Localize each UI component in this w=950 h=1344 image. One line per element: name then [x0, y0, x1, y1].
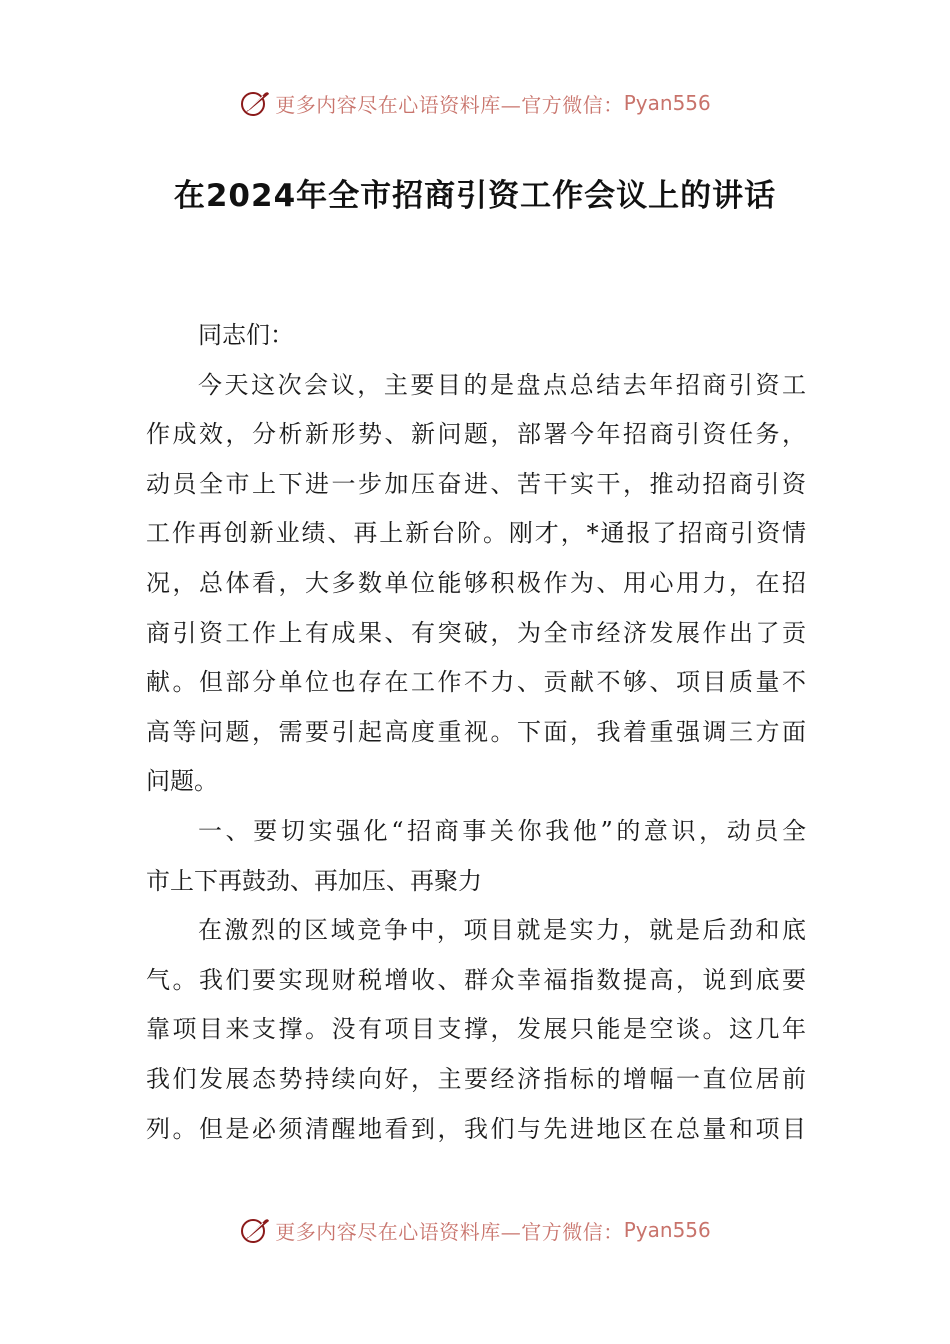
document-title: 在2024年全市招商引资工作会议上的讲话: [173, 178, 777, 214]
paragraph-line: 在激烈的区域竞争中，项目就是实力，就是后劲和底: [198, 916, 806, 945]
paragraph-line: 献。但部分单位也存在工作不力、贡献不够、项目质量不: [146, 668, 806, 697]
paragraph-line: 问题。: [146, 767, 218, 796]
section-heading-line: 市上下再鼓劲、再加压、再聚力: [146, 866, 482, 895]
paragraph-line: 气。我们要实现财税增收、群众幸福指数提高，说到底要: [146, 965, 806, 994]
header-wechat-id: Pyan556: [623, 91, 711, 115]
footer-wechat-id: Pyan556: [623, 1218, 711, 1242]
document-body: [146, 311, 806, 1154]
footer-slogan: 更多内容尽在心语资料库—官方微信：: [275, 1219, 624, 1244]
quill-pen-logo-icon: [239, 87, 271, 119]
header-banner: [0, 83, 950, 123]
paragraph-line: 商引资工作上有成果、有突破，为全市经济发展作出了贡: [146, 618, 806, 647]
paragraph-line: 况，总体看，大多数单位能够积极作为、用心用力，在招: [146, 568, 806, 597]
quill-pen-logo-icon: [239, 1214, 271, 1246]
paragraph-line: 高等问题，需要引起高度重视。下面，我着重强调三方面: [146, 717, 806, 746]
header-slogan: 更多内容尽在心语资料库—官方微信：: [275, 92, 624, 117]
paragraph-line: 动员全市上下进一步加压奋进、苦干实干，推动招商引资: [146, 469, 806, 498]
section-heading-line: 一、要切实强化“招商事关你我他”的意识，动员全: [198, 816, 806, 845]
paragraph-line: 今天这次会议，主要目的是盘点总结去年招商引资工: [198, 370, 806, 399]
paragraph-line: 工作再创新业绩、再上新台阶。刚才，*通报了招商引资情: [146, 519, 806, 548]
paragraph-line: 靠项目来支撑。没有项目支撑，发展只能是空谈。这几年: [146, 1015, 806, 1044]
paragraph-line: 我们发展态势持续向好，主要经济指标的增幅一直位居前: [146, 1064, 806, 1093]
footer-banner: [0, 1210, 950, 1250]
paragraph-line: 作成效，分析新形势、新问题，部署今年招商引资任务，: [146, 420, 806, 449]
paragraph-line: 列。但是必须清醒地看到，我们与先进地区在总量和项目: [146, 1114, 806, 1143]
salutation: 同志们：: [198, 321, 294, 349]
